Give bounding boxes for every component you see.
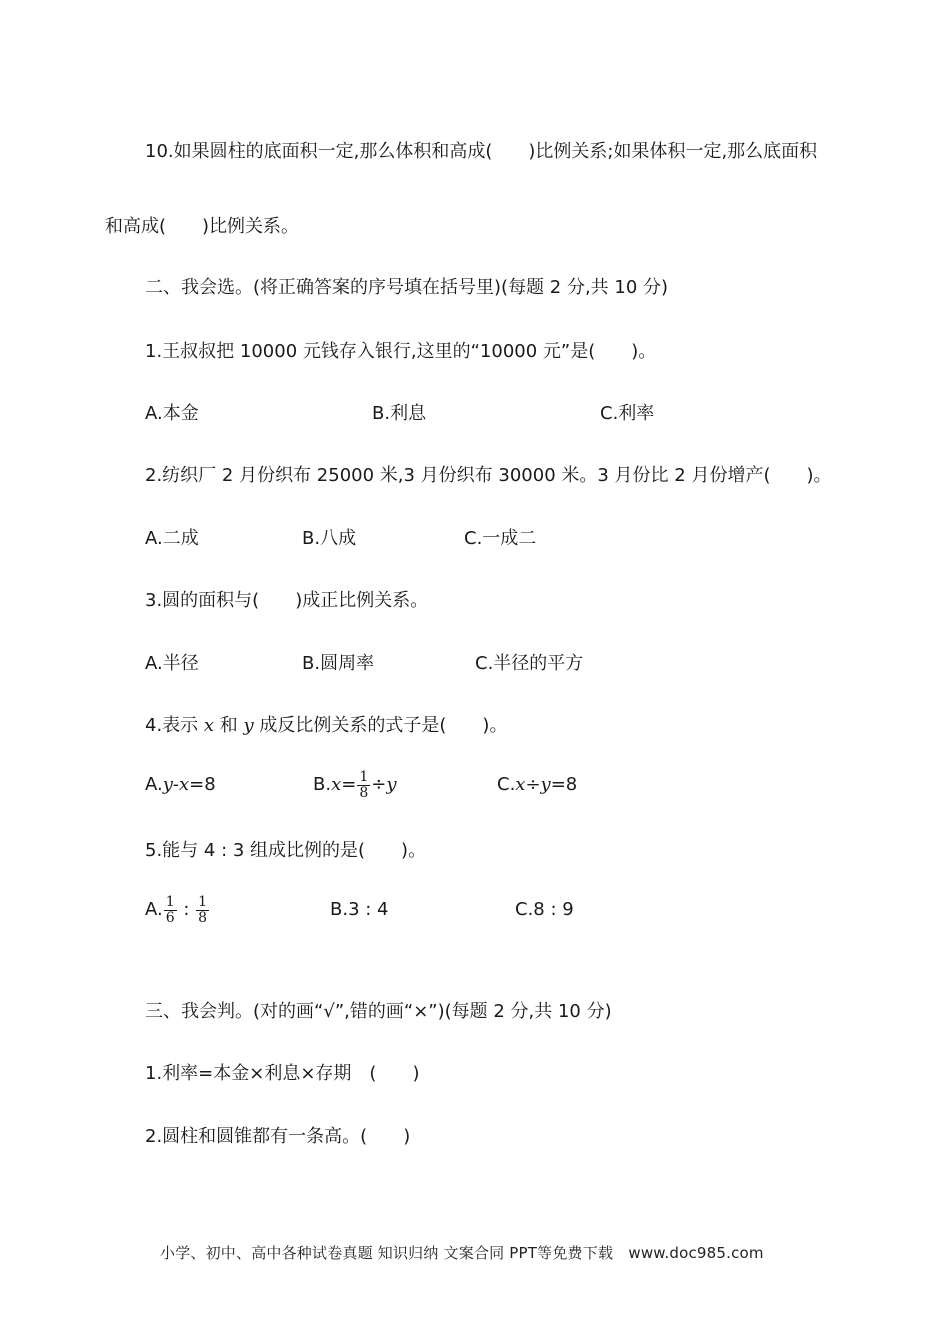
s2-q4-option-b [313, 765, 397, 805]
option-label: A. [145, 899, 163, 920]
s2-q4-post: 成反比例关系的式子是( )。 [253, 715, 508, 736]
s2-q1-text: 1.王叔叔把 10000 元钱存入银行,这里的“10000 元”是( )。 [145, 341, 657, 362]
s3-q2-text: 2.圆柱和圆锥都有一条高。( ) [145, 1126, 411, 1147]
s2-q5-option-b: B.3 : 4 [330, 899, 389, 920]
colon: : [177, 899, 196, 920]
s2-q2-option-c: C.一成二 [464, 528, 537, 549]
q10-line1: 10.如果圆柱的底面积一定,那么体积和高成( )比例关系;如果体积一定,那么底面积 [145, 141, 818, 162]
s2-q4-text [145, 714, 507, 738]
expression: x÷y [515, 774, 551, 795]
s2-q3-option-a: A.半径 [145, 653, 199, 674]
option-label: A. [145, 774, 163, 795]
var-x: x [203, 715, 215, 736]
value: =8 [550, 774, 578, 795]
s2-q3-option-c: C.半径的平方 [475, 653, 584, 674]
numerator: 1 [165, 893, 175, 910]
s3-q1-text: 1.利率=本金×利息×存期 ( ) [145, 1063, 420, 1084]
s2-q5-option-a [145, 890, 210, 930]
s2-q4-option-a [145, 773, 216, 797]
numerator: 1 [359, 768, 369, 785]
value: =8 [189, 774, 216, 795]
fraction-1 [164, 895, 177, 926]
section2-title: 二、我会选。(将正确答案的序号填在括号里)(每题 2 分,共 10 分) [145, 277, 669, 298]
section3-title: 三、我会判。(对的画“√”,错的画“×”)(每题 2 分,共 10 分) [145, 1001, 612, 1022]
footer-watermark: 小学、初中、高中各种试卷真题 知识归纳 文案合同 PPT等免费下载 www.doc985.com [160, 1244, 764, 1262]
s2-q3-option-b: B.圆周率 [302, 653, 375, 674]
var-y: y [386, 774, 397, 795]
fraction-2 [196, 895, 209, 926]
s2-q5-option-c: C.8 : 9 [515, 899, 574, 920]
divide-sign: ÷ [371, 774, 387, 795]
equals: = [341, 774, 357, 795]
s2-q1-option-b: B.利息 [372, 403, 427, 424]
s2-q1-option-c: C.利率 [600, 403, 655, 424]
expression: y-x [162, 774, 190, 795]
numerator: 1 [198, 893, 208, 910]
s2-q2-option-b: B.八成 [302, 528, 357, 549]
option-label: B. [313, 774, 332, 795]
s2-q4-mid: 和 [214, 715, 244, 736]
s2-q4-option-c [497, 773, 577, 797]
s2-q1-option-a: A.本金 [145, 403, 199, 424]
s2-q3-text: 3.圆的面积与( )成正比例关系。 [145, 590, 429, 611]
s2-q5-text: 5.能与 4 : 3 组成比例的是( )。 [145, 840, 427, 861]
fraction [357, 770, 370, 801]
denominator: 6 [165, 909, 175, 926]
var-x: x [331, 774, 342, 795]
option-label: C. [497, 774, 516, 795]
denominator: 8 [359, 784, 369, 801]
denominator: 8 [198, 909, 208, 926]
s2-q4-pre: 4.表示 [145, 715, 204, 736]
var-y: y [243, 715, 254, 736]
q10-line2: 和高成( )比例关系。 [105, 216, 300, 237]
s2-q2-option-a: A.二成 [145, 528, 199, 549]
s2-q2-text: 2.纺织厂 2 月份织布 25000 米,3 月份织布 30000 米。3 月份比 2 月份增产( )。 [145, 465, 832, 486]
